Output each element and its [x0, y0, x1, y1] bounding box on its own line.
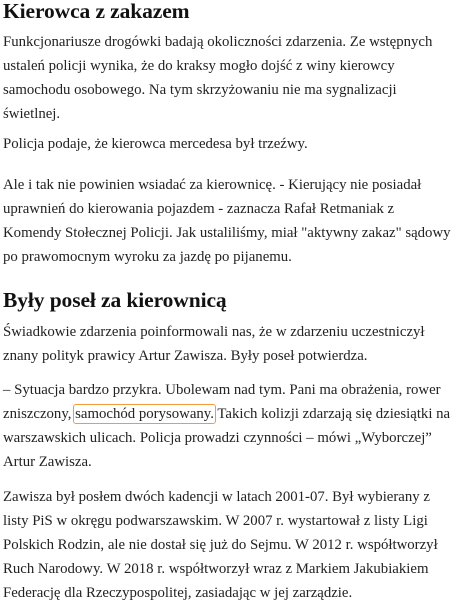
quote-text-end: Takich kolizji zdarzają się dziesiątki na warszawskich ulicach. Policja prowadzi czynności – mówi „Wyborczej” Artur Zawisza.: [3, 406, 451, 470]
section-heading-former-mp: Były poseł za kierownicą: [3, 288, 227, 312]
paragraph-sober: Policja podaje, że kierowca mercedesa był trzeźwy.: [3, 136, 308, 152]
paragraph-witnesses: Świadkowie zdarzenia poinformowali nas, że w zdarzeniu uczestniczył znany polityk prawicy Artur Zawisza. Były poseł potwierdza.: [3, 324, 425, 364]
paragraph-quote: [3, 378, 455, 474]
paragraph-biography: Zawisza był posłem dwóch kadencji w latach 2001-07. Był wybierany z listy PiS w okręgu podwarszawskim. W 2007 r. wystartował z listy Ligi Polskich Rodzin, ale nie dostał się już do Sejmu. W 2012 r. współtworzył Ruch Narodowy. W 2018 r. współtworzył wraz z Markiem Jakubiakiem Federację dla Rzeczypospolitej, zasiadając w jej zarządzie.: [3, 489, 438, 601]
quote-text-start: – Sytuacja bardzo przykra. Ubolewam nad tym. Pani ma obrażenia, rower zniszczony,: [3, 382, 441, 422]
highlighted-text: samochód porysowany.: [75, 406, 214, 422]
section-heading-driver-ban: Kierowca z zakazem: [3, 0, 190, 23]
paragraph-investigation: Funkcjonariusze drogówki badają okoliczności zdarzenia. Ze wstępnych ustaleń policji wynika, że do kraksy mogło dojść z winy kierowcy samochodu osobowego. Na tym skrzyżowaniu nie ma sygnalizacji świetlnej.: [3, 34, 433, 122]
paragraph-no-license: Ale i tak nie powinien wsiadać za kierownicę. - Kierujący nie posiadał uprawnień do kierowania pojazdem - zaznacza Rafał Retmaniak z Komendy Stołecznej Policji. Jak ustaliliśmy, miał "aktywny zakaz" sądowy po prawomocnym wyroku za jazdę po pijanemu.: [3, 177, 451, 265]
